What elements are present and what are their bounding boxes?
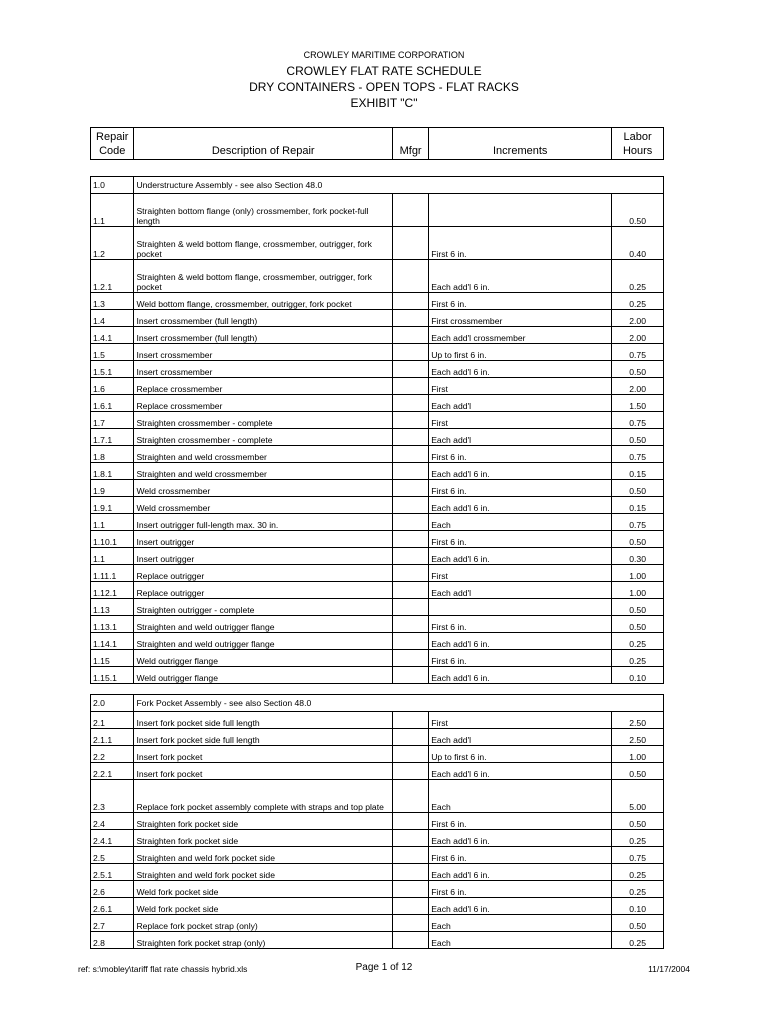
labor-hours: 2.50 [612,729,664,746]
repair-description: Straighten and weld fork pocket side [134,847,393,864]
repair-code: 2.8 [91,932,134,949]
repair-description: Replace fork pocket assembly complete with straps and top plate [134,780,393,813]
increment: First 6 in. [429,616,612,633]
section-title: Understructure Assembly - see also Section 48.0 [134,177,664,194]
mfgr-cell [393,227,429,260]
exhibit-label: EXHIBIT "C" [350,96,418,110]
repair-code: 2.3 [91,780,134,813]
increment: Each [429,915,612,932]
repair-description: Replace fork pocket strap (only) [134,915,393,932]
repair-code: 2.2 [91,746,134,763]
table-row [91,565,664,582]
table-row [91,932,664,949]
increment: Each add'l [429,429,612,446]
repair-code: 1.6.1 [91,395,134,412]
repair-description: Straighten crossmember - complete [134,429,393,446]
schedule-title: CROWLEY FLAT RATE SCHEDULE [286,64,482,78]
repair-description: Insert outrigger full-length max. 30 in. [134,514,393,531]
increment: First 6 in. [429,293,612,310]
increment: Each add'l [429,395,612,412]
footer-file-ref: ref: s:\mobley\tariff flat rate chassis hybrid.xls [78,964,248,974]
repair-code: 2.7 [91,915,134,932]
repair-code: 1.5.1 [91,361,134,378]
section-body [91,695,664,949]
column-header-table [90,127,664,160]
increment: First 6 in. [429,650,612,667]
table-row [91,327,664,344]
table-row [91,813,664,830]
table-row [91,194,664,227]
table-row [91,667,664,684]
repair-code: 1.5 [91,344,134,361]
mfgr-cell [393,378,429,395]
increment: First [429,565,612,582]
table-row [91,378,664,395]
section-body [91,177,664,684]
labor-hours: 0.30 [612,548,664,565]
increment: Each add'l [429,582,612,599]
section-header-row [91,695,664,712]
mfgr-cell [393,310,429,327]
labor-hours: 0.40 [612,227,664,260]
repair-code: 2.2.1 [91,763,134,780]
mfgr-cell [393,746,429,763]
labor-hours: 0.75 [612,412,664,429]
labor-hours: 0.25 [612,633,664,650]
mfgr-cell [393,361,429,378]
increment: First crossmember [429,310,612,327]
mfgr-cell [393,763,429,780]
labor-hours: 0.50 [612,194,664,227]
labor-hours: 0.25 [612,830,664,847]
repair-code: 2.1.1 [91,729,134,746]
repair-code: 1.1 [91,548,134,565]
mfgr-cell [393,497,429,514]
increment: Each add'l 6 in. [429,260,612,293]
labor-hours: 1.00 [612,582,664,599]
document-titles [0,47,768,111]
table-row [91,712,664,729]
repair-code: 1.8 [91,446,134,463]
header-repair-code: Repair Code [91,128,134,160]
repair-code: 1.7.1 [91,429,134,446]
table-row [91,412,664,429]
repair-description: Insert outrigger [134,548,393,565]
increment: Each add'l 6 in. [429,497,612,514]
repair-description: Insert crossmember (full length) [134,310,393,327]
table-row [91,847,664,864]
repair-code: 1.10.1 [91,531,134,548]
repair-code: 1.4.1 [91,327,134,344]
repair-description: Insert outrigger [134,531,393,548]
labor-hours: 0.15 [612,497,664,514]
labor-hours: 1.50 [612,395,664,412]
repair-description: Straighten fork pocket side [134,813,393,830]
labor-hours: 0.50 [612,531,664,548]
mfgr-cell [393,813,429,830]
labor-hours: 0.50 [612,480,664,497]
table-row [91,915,664,932]
repair-code: 1.1 [91,194,134,227]
mfgr-cell [393,480,429,497]
repair-description: Weld bottom flange, crossmember, outrigger, fork pocket [134,293,393,310]
increment: Each add'l 6 in. [429,633,612,650]
increment: First 6 in. [429,446,612,463]
repair-description: Straighten and weld fork pocket side [134,864,393,881]
mfgr-cell [393,712,429,729]
repair-description: Weld outrigger flange [134,667,393,684]
repair-description: Straighten and weld outrigger flange [134,616,393,633]
labor-hours: 0.50 [612,429,664,446]
labor-hours: 2.00 [612,378,664,395]
mfgr-cell [393,616,429,633]
table-row [91,497,664,514]
mfgr-cell [393,915,429,932]
footer-date: 11/17/2004 [648,964,690,974]
repair-code: 1.11.1 [91,565,134,582]
increment: Up to first 6 in. [429,746,612,763]
labor-hours: 2.00 [612,327,664,344]
repair-description: Weld fork pocket side [134,881,393,898]
section-title: Fork Pocket Assembly - see also Section 48.0 [134,695,664,712]
increment: Each add'l 6 in. [429,361,612,378]
increment: Each add'l 6 in. [429,763,612,780]
labor-hours: 0.50 [612,361,664,378]
repair-code: 1.12.1 [91,582,134,599]
mfgr-cell [393,395,429,412]
increment: Up to first 6 in. [429,344,612,361]
labor-hours: 0.10 [612,667,664,684]
repair-description: Replace crossmember [134,395,393,412]
mfgr-cell [393,194,429,227]
header-description: Description of Repair [134,128,393,160]
mfgr-cell [393,599,429,616]
table-row [91,830,664,847]
mfgr-cell [393,446,429,463]
header-labor-hours: Labor Hours [612,128,664,160]
labor-hours: 0.15 [612,463,664,480]
increment: First 6 in. [429,847,612,864]
labor-hours: 0.10 [612,898,664,915]
repair-code: 2.6.1 [91,898,134,915]
repair-description: Insert fork pocket [134,763,393,780]
labor-hours: 0.50 [612,813,664,830]
labor-hours: 2.00 [612,310,664,327]
header-mfgr: Mfgr [393,128,429,160]
mfgr-cell [393,463,429,480]
table-row [91,446,664,463]
repair-code: 1.6 [91,378,134,395]
increment: Each add'l [429,729,612,746]
mfgr-cell [393,327,429,344]
mfgr-cell [393,582,429,599]
table-row [91,898,664,915]
increment: Each add'l 6 in. [429,667,612,684]
mfgr-cell [393,531,429,548]
labor-hours: 0.25 [612,932,664,949]
repair-description: Insert fork pocket [134,746,393,763]
corporation-name: CROWLEY MARITIME CORPORATION [303,50,465,60]
mfgr-cell [393,667,429,684]
increment: First 6 in. [429,881,612,898]
repair-code: 2.4.1 [91,830,134,847]
labor-hours: 0.50 [612,599,664,616]
repair-description: Straighten and weld outrigger flange [134,633,393,650]
section-header-row [91,177,664,194]
table-row [91,395,664,412]
table-row [91,599,664,616]
mfgr-cell [393,565,429,582]
increment: Each add'l 6 in. [429,864,612,881]
repair-code: 1.1 [91,514,134,531]
mfgr-cell [393,429,429,446]
mfgr-cell [393,412,429,429]
labor-hours: 0.25 [612,650,664,667]
labor-hours: 0.50 [612,915,664,932]
table-row [91,531,664,548]
table-row [91,260,664,293]
repair-description: Weld outrigger flange [134,650,393,667]
section-code: 1.0 [91,177,134,194]
table-row [91,729,664,746]
increment: First 6 in. [429,813,612,830]
mfgr-cell [393,514,429,531]
table-row [91,881,664,898]
table-row [91,548,664,565]
repair-description: Straighten and weld crossmember [134,463,393,480]
mfgr-cell [393,864,429,881]
mfgr-cell [393,780,429,813]
mfgr-cell [393,847,429,864]
repair-code: 1.15.1 [91,667,134,684]
header-increments: Increments [429,128,612,160]
footer-page-number: Page 1 of 12 [355,962,413,973]
repair-code: 2.6 [91,881,134,898]
repair-description: Insert crossmember (full length) [134,327,393,344]
table-row [91,361,664,378]
labor-hours: 0.75 [612,847,664,864]
increment [429,194,612,227]
repair-code: 1.14.1 [91,633,134,650]
increment: Each add'l crossmember [429,327,612,344]
table-row [91,514,664,531]
repair-description: Straighten and weld crossmember [134,446,393,463]
mfgr-cell [393,881,429,898]
labor-hours: 5.00 [612,780,664,813]
repair-description: Insert crossmember [134,361,393,378]
table-row [91,650,664,667]
mfgr-cell [393,344,429,361]
labor-hours: 0.25 [612,881,664,898]
repair-description: Straighten & weld bottom flange, crossmember, outrigger, fork pocket [134,227,393,260]
mfgr-cell [393,898,429,915]
table-row [91,746,664,763]
repair-description: Straighten outrigger - complete [134,599,393,616]
repair-description: Straighten fork pocket strap (only) [134,932,393,949]
repair-code: 1.2 [91,227,134,260]
section-table-1 [90,176,664,684]
labor-hours: 0.50 [612,763,664,780]
repair-code: 1.2.1 [91,260,134,293]
repair-code: 1.8.1 [91,463,134,480]
table-row [91,616,664,633]
increment: Each add'l 6 in. [429,548,612,565]
table-row [91,864,664,881]
repair-description: Weld fork pocket side [134,898,393,915]
section-table-2 [90,694,664,949]
labor-hours: 1.00 [612,746,664,763]
increment [429,599,612,616]
mfgr-cell [393,729,429,746]
increment: Each add'l 6 in. [429,830,612,847]
repair-description: Insert crossmember [134,344,393,361]
repair-description: Straighten & weld bottom flange, crossmember, outrigger, fork pocket [134,260,393,293]
repair-description: Straighten fork pocket side [134,830,393,847]
repair-description: Replace crossmember [134,378,393,395]
repair-code: 1.9.1 [91,497,134,514]
repair-code: 1.15 [91,650,134,667]
increment: Each add'l 6 in. [429,463,612,480]
table-row [91,780,664,813]
repair-code: 2.4 [91,813,134,830]
labor-hours: 0.75 [612,344,664,361]
increment: First 6 in. [429,480,612,497]
schedule-subtitle: DRY CONTAINERS - OPEN TOPS - FLAT RACKS [249,80,519,94]
section-code: 2.0 [91,695,134,712]
increment: Each add'l 6 in. [429,898,612,915]
table-row [91,582,664,599]
repair-code: 2.5 [91,847,134,864]
repair-description: Straighten bottom flange (only) crossmember, fork pocket-full length [134,194,393,227]
repair-description: Straighten crossmember - complete [134,412,393,429]
repair-code: 2.1 [91,712,134,729]
repair-description: Replace outrigger [134,565,393,582]
labor-hours: 0.25 [612,864,664,881]
increment: First [429,712,612,729]
repair-code: 1.13.1 [91,616,134,633]
mfgr-cell [393,633,429,650]
table-row [91,310,664,327]
repair-code: 1.3 [91,293,134,310]
mfgr-cell [393,260,429,293]
repair-description: Replace outrigger [134,582,393,599]
repair-description: Insert fork pocket side full length [134,729,393,746]
increment: First 6 in. [429,531,612,548]
repair-description: Insert fork pocket side full length [134,712,393,729]
repair-code: 1.9 [91,480,134,497]
mfgr-cell [393,548,429,565]
increment: First [429,412,612,429]
increment: First 6 in. [429,227,612,260]
mfgr-cell [393,830,429,847]
mfgr-cell [393,650,429,667]
repair-description: Weld crossmember [134,497,393,514]
table-row [91,429,664,446]
increment: First [429,378,612,395]
table-row [91,463,664,480]
table-row [91,763,664,780]
increment: Each [429,932,612,949]
labor-hours: 2.50 [612,712,664,729]
table-row [91,227,664,260]
labor-hours: 0.75 [612,446,664,463]
mfgr-cell [393,932,429,949]
table-row [91,293,664,310]
repair-code: 1.7 [91,412,134,429]
table-row [91,480,664,497]
labor-hours: 0.50 [612,616,664,633]
labor-hours: 0.75 [612,514,664,531]
table-row [91,633,664,650]
labor-hours: 0.25 [612,260,664,293]
repair-code: 1.13 [91,599,134,616]
labor-hours: 0.25 [612,293,664,310]
mfgr-cell [393,293,429,310]
repair-code: 1.4 [91,310,134,327]
repair-code: 2.5.1 [91,864,134,881]
table-row [91,344,664,361]
labor-hours: 1.00 [612,565,664,582]
increment: Each [429,780,612,813]
repair-description: Weld crossmember [134,480,393,497]
increment: Each [429,514,612,531]
